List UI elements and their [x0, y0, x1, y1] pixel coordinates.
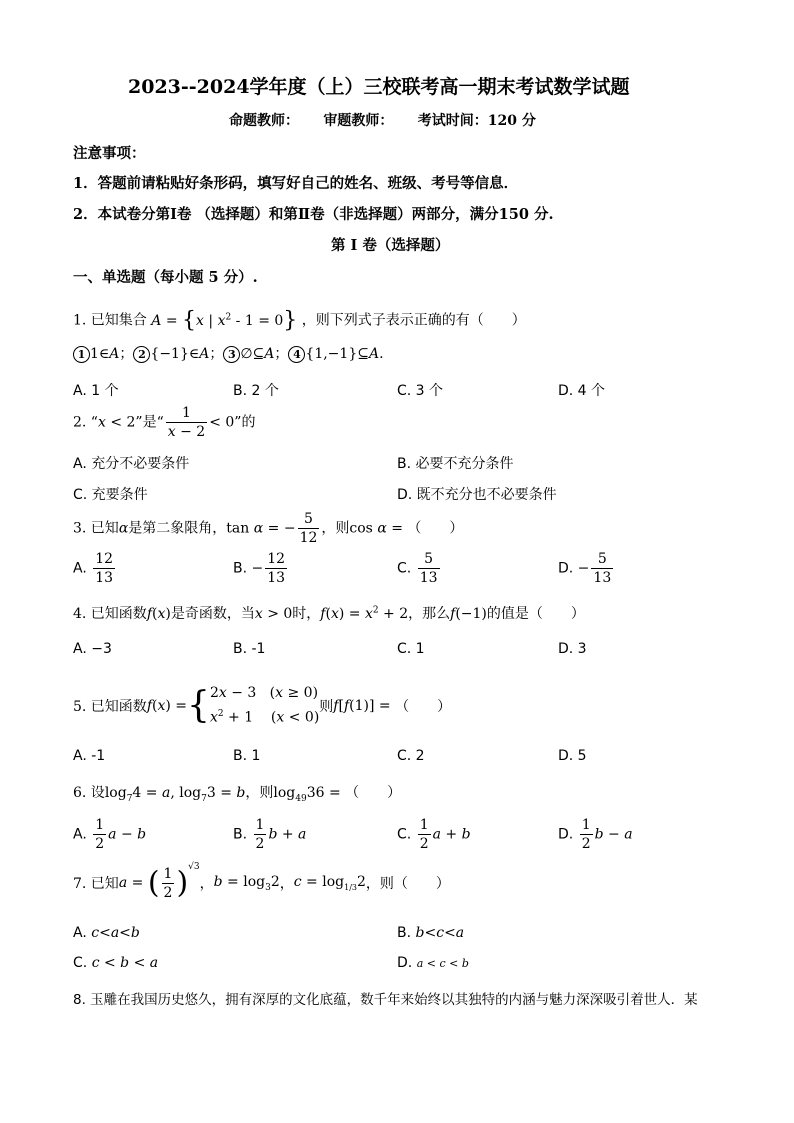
question-7-stem: 7. 已知a = ( $\frac{1}{2}$ )$^{√3}$，$b = \log_32$，$c = \log_{1/3}2$，则（ ）: [73, 862, 450, 901]
notes-item-2: 2．本试卷分第Ⅰ卷 （选择题）和第Ⅱ卷（非选择题）两部分，满分150 分.: [73, 206, 554, 223]
q7-option-a[interactable]: A. c<a<b: [73, 925, 140, 941]
exam-meta: 命题教师： 审题教师： 考试时间：120 分: [229, 113, 536, 129]
circled-number-icon: 1: [73, 346, 90, 363]
notes-heading: 注意事项：: [73, 145, 146, 162]
part-title: 第 Ⅰ 卷（选择题）: [331, 237, 450, 254]
question-1-statements: 1 1∈A； 2 {−1}∈A； 3 ∅⊆A； 4 {1,−1}⊆A.: [73, 340, 384, 368]
q6-option-d[interactable]: D. $\frac{1}{2}$ b − a: [558, 817, 633, 852]
question-1-stem: 1. 已知集合 A = {x | $x^2 - 1 = 0$} ，则下列式子表示正确的有（ ）: [73, 307, 526, 333]
notes-item-1: 1．答题前请粘贴好条形码，填写好自己的姓名、班级、考号等信息．: [73, 175, 519, 192]
q4-option-d[interactable]: D. 3: [558, 641, 587, 657]
q3-option-b[interactable]: B. − $\frac{12}{13}$: [233, 551, 286, 586]
q6-option-b[interactable]: B. $\frac{1}{2}$ b + a: [233, 817, 307, 852]
q7-option-c[interactable]: C. c < b < a: [73, 955, 159, 971]
q6-option-c[interactable]: C. $\frac{1}{2}$ a + b: [397, 817, 471, 852]
question-5-stem: 5. 已知函数f(x) ={2x − 3 (x ≥ 0) $x^2 + 1$ (x < 0)则f[f(1)] = （ ）: [73, 684, 452, 726]
section-heading: 一、单选题（每小题 5 分）.: [73, 269, 258, 286]
question-4-stem: 4. 已知函数f(x)是奇函数，当x > 0时，$f(x) = x^2 + 2$，那么f(−1)的值是（ ）: [73, 605, 585, 622]
question-3-stem: 3. 已知α是第二象限角，tan α = − $\frac{5}{12}$ ，则cos α = （ ）: [73, 511, 464, 546]
q2-option-d[interactable]: D. 既不充分也不必要条件: [397, 487, 557, 503]
q6-option-a[interactable]: A. $\frac{1}{2}$ a − b: [73, 817, 147, 852]
q7-option-d[interactable]: D. a < c < b: [397, 955, 469, 971]
q7-option-b[interactable]: B. b<c<a: [397, 925, 465, 941]
set-expression: A = {x | $x^2 - 1 = 0$}: [151, 307, 298, 333]
q1-option-c[interactable]: C. 3 个: [397, 383, 444, 399]
q2-option-a[interactable]: A. 充分不必要条件: [73, 456, 190, 472]
q1-option-a[interactable]: A. 1 个: [73, 383, 119, 399]
q5-option-c[interactable]: C. 2: [397, 748, 425, 764]
q5-option-b[interactable]: B. 1: [233, 748, 261, 764]
circled-number-icon: 4: [288, 346, 305, 363]
question-8-stem: 8. 玉雕在我国历史悠久，拥有深厚的文化底蕴，数千年来始终以其独特的内涵与魅力深深吸引着世人．某: [73, 992, 698, 1008]
q2-option-c[interactable]: C. 充要条件: [73, 487, 148, 503]
circled-number-icon: 3: [223, 346, 240, 363]
q5-option-a[interactable]: A. -1: [73, 748, 106, 764]
q4-option-a[interactable]: A. −3: [73, 641, 112, 657]
q1-option-d[interactable]: D. 4 个: [558, 383, 606, 399]
q2-option-b[interactable]: B. 必要不充分条件: [397, 456, 514, 472]
q4-option-b[interactable]: B. -1: [233, 641, 266, 657]
question-2-stem: 2. “x < 2”是“ $\frac{1}{x - 2}$ < 0”的: [73, 405, 256, 440]
q5-option-d[interactable]: D. 5: [558, 748, 587, 764]
q3-option-c[interactable]: C. $\frac{5}{13}$: [397, 551, 438, 586]
q1-option-b[interactable]: B. 2 个: [233, 383, 279, 399]
page-title: 2023--2024学年度（上）三校联考高一期末考试数学试题: [128, 76, 630, 98]
q4-option-c[interactable]: C. 1: [397, 641, 425, 657]
circled-number-icon: 2: [133, 346, 150, 363]
q3-option-a[interactable]: A. $\frac{12}{13}$: [73, 551, 114, 586]
q3-option-d[interactable]: D. − $\frac{5}{13}$: [558, 551, 612, 586]
question-6-stem: 6. 设$\log_74 = a$, $\log_73 = b$，则$\log_{49}36$ = （ ）: [73, 785, 402, 804]
